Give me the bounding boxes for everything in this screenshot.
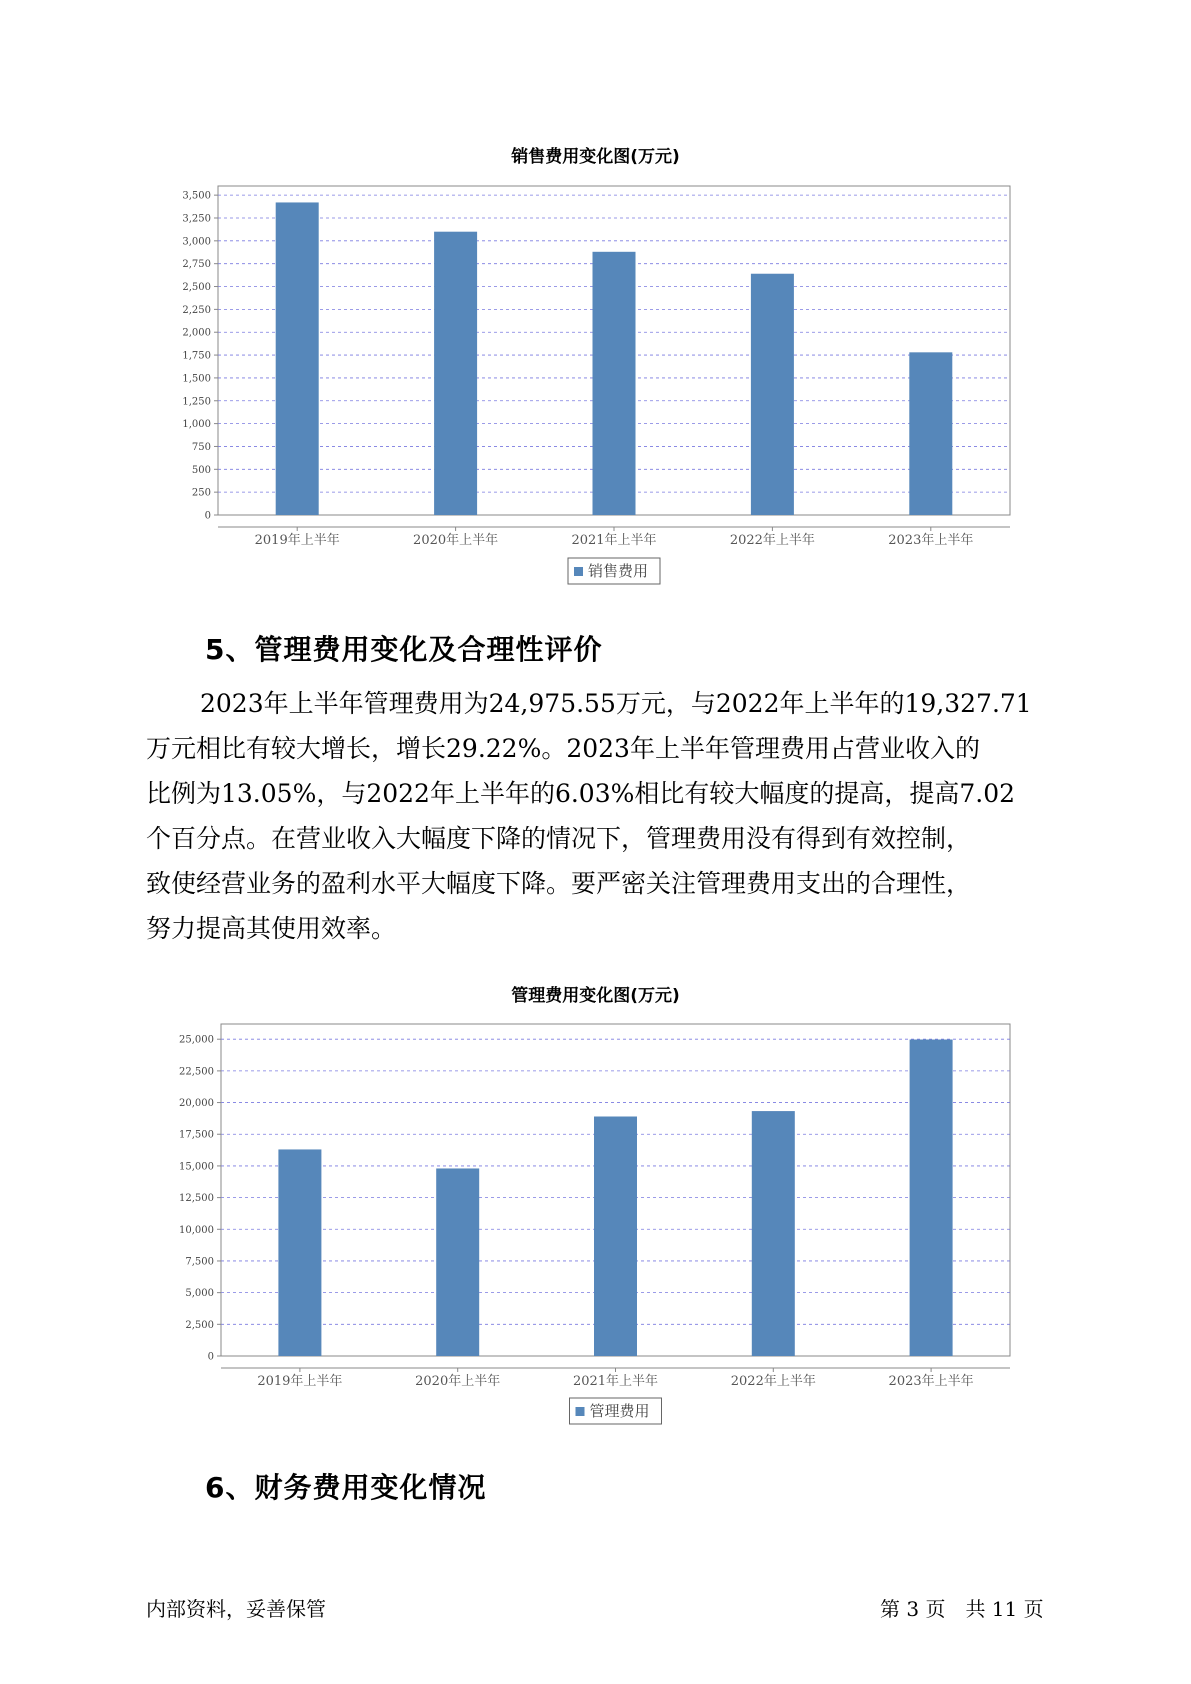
y-tick-label: 3,250 bbox=[182, 213, 211, 225]
x-tick-label: 2019年上半年 bbox=[254, 533, 340, 548]
bar bbox=[276, 202, 319, 515]
y-tick-label: 1,500 bbox=[182, 373, 211, 385]
y-tick-label: 0 bbox=[207, 1351, 214, 1363]
paragraph-line: 2023年上半年管理费用为24,975.55万元，与2022年上半年的19,327.71 bbox=[200, 689, 1032, 718]
legend-label: 管理费用 bbox=[589, 1402, 650, 1420]
section6-heading: 6、财务费用变化情况 bbox=[205, 1471, 487, 1504]
y-tick-label: 10,000 bbox=[179, 1224, 214, 1236]
sales-chart-title: 销售费用变化图(万元) bbox=[511, 147, 680, 167]
y-tick-label: 3,500 bbox=[182, 190, 211, 202]
x-tick-label: 2020年上半年 bbox=[415, 1374, 501, 1389]
bar bbox=[594, 1117, 637, 1356]
x-tick-label: 2021年上半年 bbox=[572, 1374, 659, 1389]
paragraph-line: 努力提高其使用效率。 bbox=[146, 914, 397, 943]
y-tick-label: 250 bbox=[191, 487, 211, 499]
paragraph-line: 比例为13.05%，与2022年上半年的6.03%相比有较大幅度的提高，提高7.02 bbox=[146, 779, 1016, 808]
legend-label: 销售费用 bbox=[588, 562, 649, 580]
paragraph-line: 个百分点。在营业收入大幅度下降的情况下，管理费用没有得到有效控制， bbox=[146, 824, 972, 853]
x-tick-label: 2023年上半年 bbox=[888, 1374, 974, 1389]
y-tick-label: 2,500 bbox=[182, 282, 211, 294]
y-tick-label: 1,750 bbox=[182, 350, 211, 362]
section5-paragraph bbox=[146, 681, 1076, 951]
y-tick-label: 2,500 bbox=[185, 1319, 214, 1331]
bar bbox=[434, 232, 477, 515]
bar bbox=[910, 1040, 953, 1356]
y-tick-label: 2,000 bbox=[182, 327, 211, 339]
bar bbox=[278, 1149, 321, 1356]
legend bbox=[570, 1398, 662, 1424]
sales-expense-chart bbox=[0, 170, 1191, 610]
page-number: 第 3 页 共 11 页 bbox=[880, 1597, 1044, 1621]
y-tick-label: 2,250 bbox=[182, 304, 211, 316]
y-tick-label: 15,000 bbox=[179, 1161, 214, 1173]
x-tick-label: 2023年上半年 bbox=[888, 533, 974, 548]
bar bbox=[436, 1168, 479, 1356]
y-tick-label: 25,000 bbox=[179, 1034, 214, 1046]
x-tick-label: 2021年上半年 bbox=[571, 533, 657, 548]
section5-heading: 5、管理费用变化及合理性评价 bbox=[205, 633, 603, 666]
x-tick-label: 2022年上半年 bbox=[729, 533, 815, 548]
bar bbox=[593, 252, 636, 515]
bar bbox=[909, 352, 952, 515]
y-tick-label: 750 bbox=[191, 441, 211, 453]
paragraph-line: 万元相比有较大增长，增长29.22%。2023年上半年管理费用占营业收入的 bbox=[146, 734, 980, 763]
bar bbox=[751, 274, 794, 515]
y-tick-label: 500 bbox=[191, 464, 211, 476]
x-tick-label: 2022年上半年 bbox=[730, 1374, 816, 1389]
bar bbox=[752, 1111, 795, 1356]
legend bbox=[568, 558, 660, 584]
y-tick-label: 2,750 bbox=[182, 259, 211, 271]
footer-left: 内部资料，妥善保管 bbox=[146, 1597, 326, 1621]
mgmt-chart-title: 管理费用变化图(万元) bbox=[511, 986, 680, 1006]
legend-swatch bbox=[574, 567, 583, 576]
y-tick-label: 0 bbox=[204, 510, 211, 522]
y-tick-label: 20,000 bbox=[179, 1098, 214, 1110]
y-tick-label: 17,500 bbox=[179, 1129, 214, 1141]
mgmt-expense-chart bbox=[0, 1010, 1191, 1450]
x-tick-label: 2019年上半年 bbox=[257, 1374, 343, 1389]
y-tick-label: 5,000 bbox=[185, 1288, 214, 1300]
y-tick-label: 1,250 bbox=[182, 396, 211, 408]
y-tick-label: 12,500 bbox=[179, 1193, 214, 1205]
paragraph-line: 致使经营业务的盈利水平大幅度下降。要严密关注管理费用支出的合理性， bbox=[146, 869, 972, 898]
legend-swatch bbox=[576, 1407, 585, 1416]
y-tick-label: 7,500 bbox=[185, 1256, 214, 1268]
y-tick-label: 22,500 bbox=[179, 1066, 214, 1078]
y-tick-label: 1,000 bbox=[182, 419, 211, 431]
y-tick-label: 3,000 bbox=[182, 236, 211, 248]
x-tick-label: 2020年上半年 bbox=[413, 533, 499, 548]
